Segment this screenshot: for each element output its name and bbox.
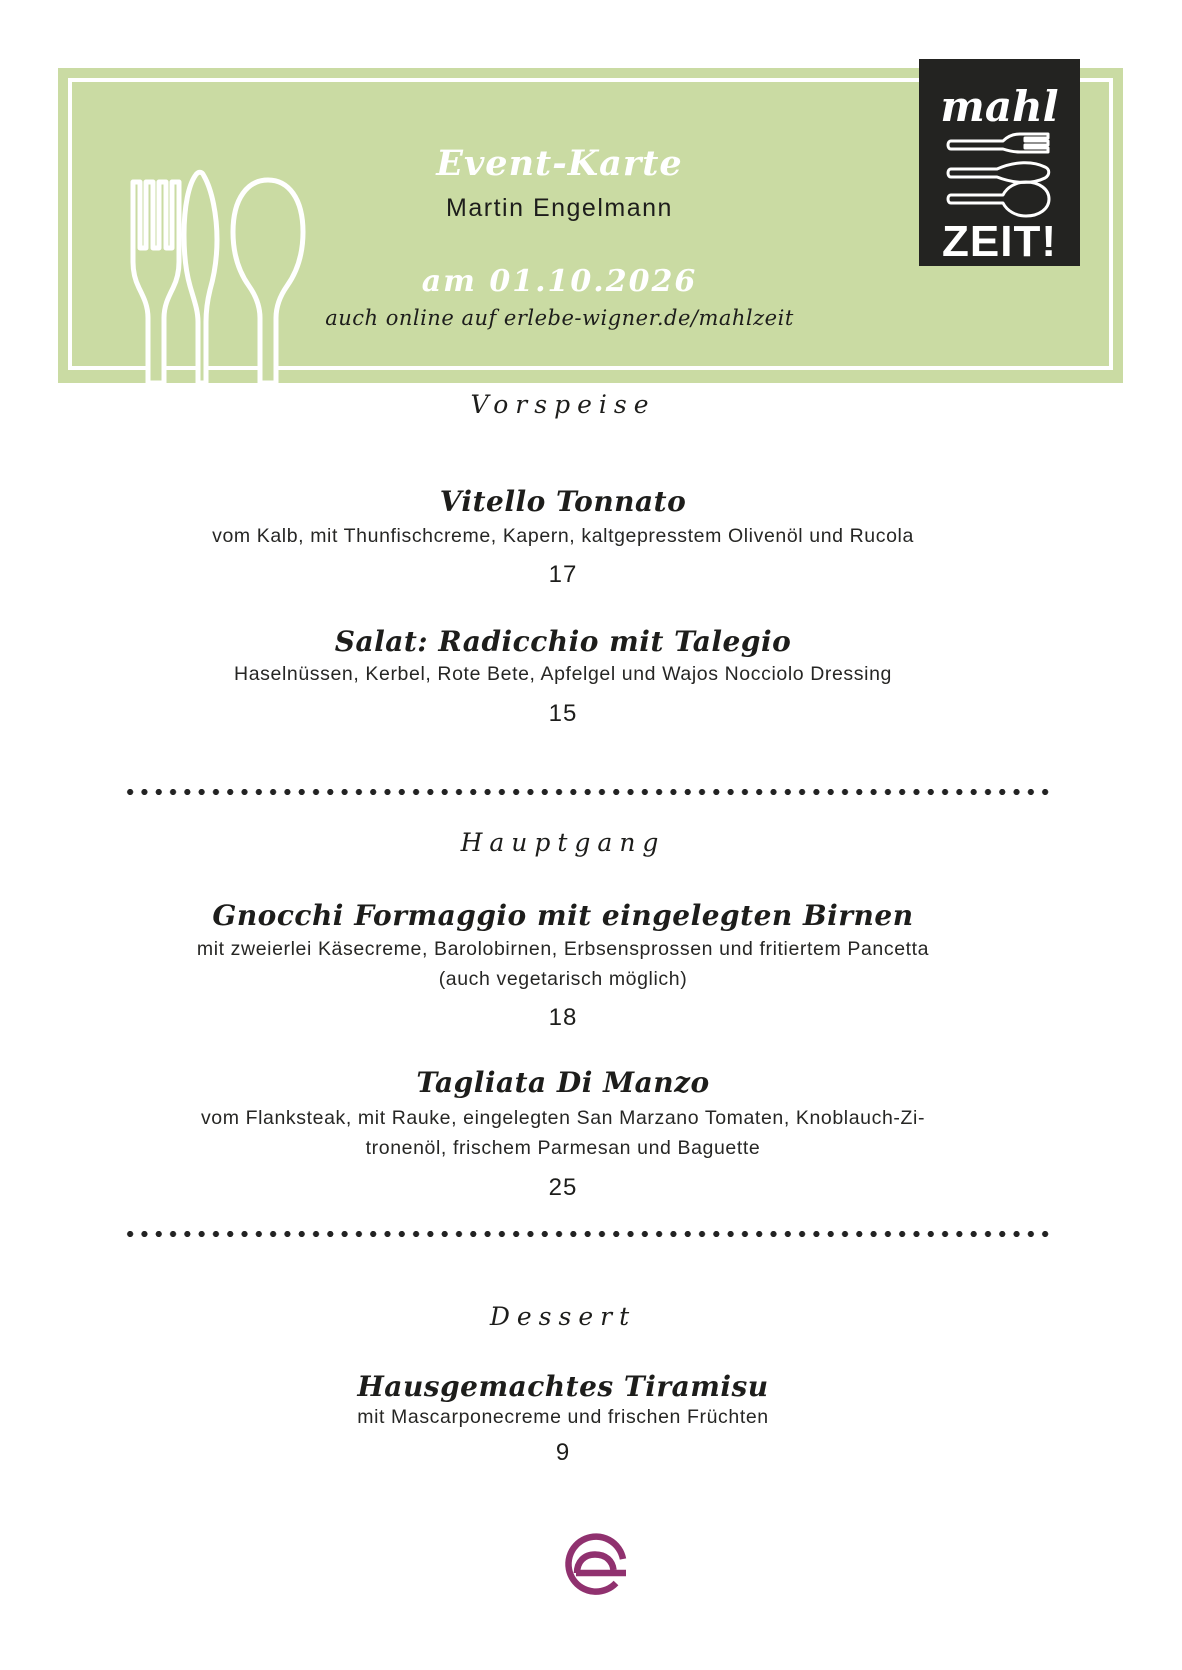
menu-item-price: 18 (548, 1004, 578, 1031)
header-banner (58, 68, 1123, 383)
menu-item-price: 9 (555, 1439, 571, 1466)
menu-item-title: Hausgemachtes Tiramisu (357, 1370, 769, 1403)
dotted-divider (123, 1230, 1052, 1238)
knife-icon (948, 163, 1049, 183)
menu-item-title: Vitello Tonnato (439, 485, 687, 518)
section-heading-hauptgang: Hauptgang (460, 828, 666, 857)
menu-item-description: Haselnüssen, Kerbel, Rote Bete, Apfelgel und Wajos Nocciolo Dressing (234, 663, 892, 685)
brand-logo-word-top: mahl (940, 82, 1059, 131)
event-date: am 01.10.2026 (421, 264, 698, 299)
menu-item-description: tronenöl, frischem Parmesan und Baguette (365, 1137, 761, 1159)
banner-text-block (58, 68, 1061, 332)
menu-item-price: 25 (548, 1174, 578, 1201)
menu-item-title: Tagliata Di Manzo (416, 1066, 710, 1099)
section-heading-dessert: Dessert (489, 1302, 637, 1331)
fork-icon (948, 134, 1048, 152)
menu-body (0, 383, 1126, 1468)
menu-item-price: 17 (548, 561, 578, 588)
menu-item-description: mit zweierlei Käsecreme, Barolobirnen, Erbsensprossen und fritiertem Pancetta (196, 938, 930, 960)
brand-logo-word-bottom: ZEIT! (942, 217, 1057, 266)
menu-item-title: Salat: Radicchio mit Talegio (334, 625, 792, 658)
brand-logo (919, 59, 1080, 266)
section-heading-vorspeise: Vorspeise (470, 390, 656, 419)
event-title: Event-Karte (436, 143, 683, 184)
guest-name: Martin Engelmann (446, 194, 673, 222)
menu-item-description: vom Kalb, mit Thunfischcreme, Kapern, kaltgepresstem Olivenöl und Rucola (212, 525, 914, 547)
menu-item-description: mit Mascarponecreme und frischen Früchten (357, 1406, 769, 1428)
dotted-divider (123, 788, 1052, 796)
online-url-note: auch online auf erlebe-wigner.de/mahlzeit (325, 306, 794, 330)
cutlery-icon (945, 131, 1055, 219)
menu-item-price: 15 (548, 700, 578, 727)
spoon-icon (948, 182, 1049, 216)
menu-item-description: vom Flanksteak, mit Rauke, eingelegten San Marzano Tomaten, Knoblauch-Zi- (200, 1107, 926, 1129)
e-logo-icon (562, 1533, 628, 1601)
menu-item-description: (auch vegetarisch möglich) (438, 968, 688, 990)
menu-item-title: Gnocchi Formaggio mit eingelegten Birnen (212, 899, 914, 932)
